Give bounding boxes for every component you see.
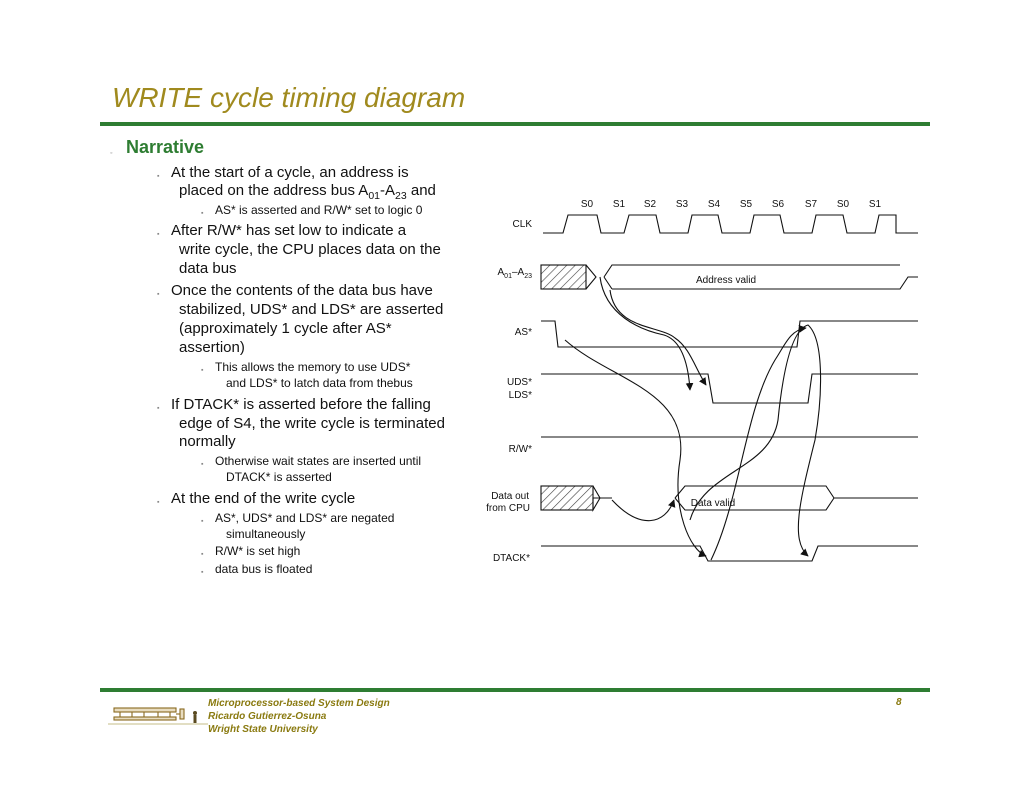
bullet-3-line-1: Once the contents of the data bus have — [171, 282, 433, 299]
bullet-2-line-2: write cycle, the CPU places data on the — [179, 241, 441, 258]
address-invalid-hatch — [541, 265, 586, 289]
bullet-3-sub-1-line-1: This allows the memory to use UDS* — [215, 360, 411, 374]
footer-author: Ricardo Gutierrez-Osuna — [208, 711, 327, 722]
bullet-marker: ▪ — [201, 367, 204, 374]
bullet-marker: ▪ — [201, 551, 204, 558]
arrow-address-to-uds — [610, 290, 706, 385]
signal-label-address: $A_{01}-A_{23}$ — [497, 267, 532, 280]
bullet-3-line-3: (approximately 1 cycle after AS* — [179, 320, 392, 337]
wright-flyer-logo — [108, 700, 208, 732]
bullet-2-line-1: After R/W* has set low to indicate a — [171, 222, 407, 239]
page-number: 8 — [896, 697, 902, 708]
bullet-2-line-3: data bus — [179, 260, 237, 277]
bullet-5-sub-1-line-2: simultaneously — [226, 527, 306, 541]
bullet-4-sub-1-line-1: Otherwise wait states are inserted until — [215, 454, 422, 468]
arrow-dtack-to-uds-negate — [690, 325, 821, 556]
bullet-3-line-2: stabilized, UDS* and LDS* are asserted — [179, 301, 444, 318]
as-waveform — [541, 321, 918, 347]
bullet-1-line-2: placed on the address bus $A_{01}-A_{23}$ and — [179, 182, 436, 202]
bullet-1-sub-1: AS* is asserted and R/W* set to logic 0 — [215, 203, 423, 217]
bullet-4-sub-1-line-2: DTACK* is asserted — [226, 470, 332, 484]
bullet-marker: ▪ — [157, 291, 160, 298]
state-label: S6 — [771, 199, 785, 210]
data-valid-label: Data valid — [690, 498, 736, 509]
bullet-3-sub-1-line-2: and LDS* to latch data from thebus — [226, 376, 413, 390]
state-label: S4 — [707, 199, 721, 210]
state-label: S2 — [643, 199, 657, 210]
bullet-marker: ▪ — [157, 499, 160, 506]
page-title: WRITE cycle timing diagram — [112, 82, 466, 113]
bullet-5-sub-3: data bus is floated — [215, 562, 313, 576]
bullet-marker: ▪ — [157, 231, 160, 238]
narrative-list — [0, 0, 470, 600]
bullet-4-line-3: normally — [179, 433, 236, 450]
arrow-dtack-to-as-negate — [711, 328, 806, 560]
data-invalid-hatch — [541, 486, 593, 510]
bullet-4-line-1: If DTACK* is asserted before the falling — [171, 396, 431, 413]
signal-label-uds: UDS* — [506, 377, 532, 388]
bullet-5-sub-1-line-1: AS*, UDS* and LDS* are negated — [215, 511, 395, 525]
bullet-marker: ▪ — [201, 569, 204, 576]
clk-waveform — [543, 215, 918, 233]
state-label: S1 — [868, 199, 882, 210]
bullet-5: At the end of the write cycle — [171, 490, 356, 507]
bullet-3-line-4: assertion) — [179, 339, 245, 356]
bullet-4-line-2: edge of S4, the write cycle is terminated — [179, 415, 445, 432]
bullet-1-line-1: At the start of a cycle, an address is — [171, 164, 409, 181]
arrow-data-to-valid — [612, 500, 674, 521]
signal-label-rw: R/W* — [508, 444, 532, 455]
arrow-address-to-as — [600, 277, 690, 390]
bullet-marker: ▪ — [157, 405, 160, 412]
signal-label-lds: LDS* — [508, 390, 532, 401]
bullet-5-sub-2: R/W* is set high — [215, 544, 301, 558]
bullet-marker: ▪ — [201, 461, 204, 468]
footer-course: Microprocessor-based System Design — [208, 698, 390, 709]
uds-lds-waveform — [541, 374, 918, 403]
bullet-marker: ▪ — [201, 210, 204, 217]
signal-label-data-out: Data out — [491, 491, 529, 502]
bottom-rule — [100, 688, 930, 692]
bullet-marker: ▪ — [157, 173, 160, 180]
state-label: S0 — [836, 199, 850, 210]
data-out-waveform — [593, 486, 918, 510]
state-label: S7 — [804, 199, 818, 210]
address-valid-label: Address valid — [695, 275, 757, 286]
narrative-heading: Narrative — [126, 137, 205, 157]
state-label: S1 — [612, 199, 626, 210]
state-label: S5 — [739, 199, 753, 210]
arrow-as-to-dtack — [565, 340, 706, 556]
dtack-waveform — [541, 546, 918, 561]
signal-label-as: AS* — [514, 327, 532, 338]
state-label: S0 — [580, 199, 594, 210]
bullet-marker: ◦ — [110, 150, 113, 157]
write-cycle-timing-diagram — [480, 190, 930, 580]
signal-label-clk: CLK — [512, 219, 532, 230]
state-label: S3 — [675, 199, 689, 210]
footer-university: Wright State University — [208, 724, 318, 735]
footer-credits — [208, 697, 390, 736]
signal-label-data-out-cpu: from CPU — [486, 503, 530, 514]
signal-label-dtack: DTACK* — [492, 553, 530, 564]
bullet-marker: ▪ — [201, 518, 204, 525]
